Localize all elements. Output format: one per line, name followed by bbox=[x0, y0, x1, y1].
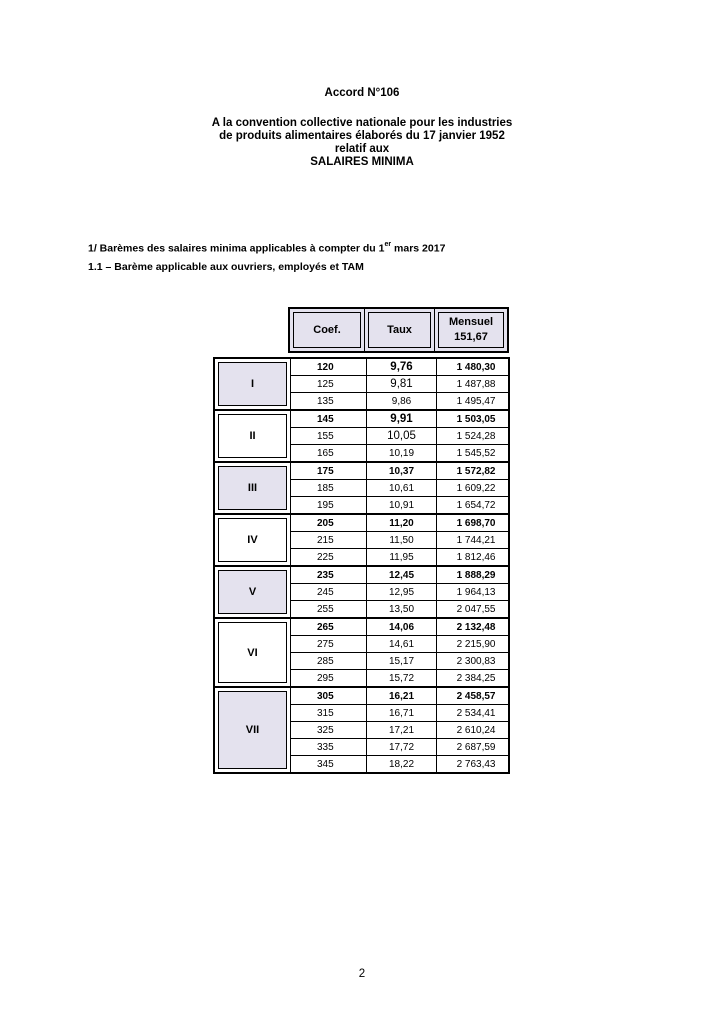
header-mensuel bbox=[435, 308, 509, 352]
header-taux bbox=[365, 308, 435, 352]
group-cell bbox=[214, 618, 291, 687]
coef-cell: 135 bbox=[291, 393, 367, 411]
taux-cell: 9,86 bbox=[367, 393, 437, 411]
coef-cell: 325 bbox=[291, 722, 367, 739]
mensuel-cell: 2 610,24 bbox=[437, 722, 509, 739]
page-number: 2 bbox=[358, 968, 366, 980]
mensuel-cell: 1 698,70 bbox=[437, 514, 509, 532]
taux-cell: 9,91 bbox=[367, 410, 437, 428]
group-cell bbox=[214, 687, 291, 773]
mensuel-cell: 1 487,88 bbox=[437, 376, 509, 393]
taux-cell: 16,21 bbox=[367, 687, 437, 705]
section-1-sup: er bbox=[384, 241, 392, 248]
taux-cell: 14,06 bbox=[367, 618, 437, 636]
mensuel-cell: 2 215,90 bbox=[437, 636, 509, 653]
salary-table bbox=[213, 357, 510, 774]
mensuel-cell: 1 545,52 bbox=[437, 445, 509, 463]
header-line-2: de produits alimentaires élaborés du 17 janvier 1952 bbox=[219, 130, 505, 142]
coef-cell: 295 bbox=[291, 670, 367, 688]
header-mensuel-hours: 151,67 bbox=[454, 331, 488, 343]
group-label: VII bbox=[218, 691, 287, 769]
mensuel-cell: 1 609,22 bbox=[437, 480, 509, 497]
group-cell bbox=[214, 514, 291, 566]
coef-cell: 125 bbox=[291, 376, 367, 393]
coef-cell: 255 bbox=[291, 601, 367, 619]
mensuel-cell: 1 654,72 bbox=[437, 497, 509, 515]
header-line-4: SALAIRES MINIMA bbox=[310, 156, 414, 168]
group-cell bbox=[214, 410, 291, 462]
group-label: II bbox=[218, 414, 287, 458]
coef-cell: 225 bbox=[291, 549, 367, 567]
taux-cell: 16,71 bbox=[367, 705, 437, 722]
group-cell bbox=[214, 358, 291, 410]
coef-cell: 215 bbox=[291, 532, 367, 549]
group-cell bbox=[214, 566, 291, 618]
taux-cell: 15,72 bbox=[367, 670, 437, 688]
coef-cell: 195 bbox=[291, 497, 367, 515]
header-line-3: relatif aux bbox=[334, 143, 390, 155]
coef-cell: 305 bbox=[291, 687, 367, 705]
header-mensuel-label: Mensuel bbox=[448, 316, 493, 328]
mensuel-cell: 2 534,41 bbox=[437, 705, 509, 722]
section-1-heading bbox=[88, 242, 445, 255]
mensuel-cell: 2 047,55 bbox=[437, 601, 509, 619]
section-1-text: 1/ Barèmes des salaires minima applicables à compter du 1 bbox=[88, 242, 385, 255]
taux-cell: 18,22 bbox=[367, 756, 437, 774]
header-taux-label: Taux bbox=[368, 312, 431, 348]
table-row bbox=[214, 462, 509, 480]
coef-cell: 265 bbox=[291, 618, 367, 636]
header-coef-label: Coef. bbox=[293, 312, 361, 348]
mensuel-cell: 2 300,83 bbox=[437, 653, 509, 670]
mensuel-cell: 1 744,21 bbox=[437, 532, 509, 549]
section-1-suffix: mars 2017 bbox=[391, 242, 446, 255]
taux-cell: 15,17 bbox=[367, 653, 437, 670]
mensuel-cell: 2 132,48 bbox=[437, 618, 509, 636]
taux-cell: 13,50 bbox=[367, 601, 437, 619]
mensuel-cell: 2 763,43 bbox=[437, 756, 509, 774]
mensuel-cell: 1 480,30 bbox=[437, 358, 509, 376]
taux-cell: 17,21 bbox=[367, 722, 437, 739]
header-line-1: A la convention collective nationale pour les industries bbox=[211, 117, 513, 129]
taux-cell: 10,19 bbox=[367, 445, 437, 463]
header-coef bbox=[289, 308, 365, 352]
taux-cell: 10,05 bbox=[367, 428, 437, 445]
taux-cell: 14,61 bbox=[367, 636, 437, 653]
coef-cell: 335 bbox=[291, 739, 367, 756]
taux-cell: 10,61 bbox=[367, 480, 437, 497]
taux-cell: 12,95 bbox=[367, 584, 437, 601]
coef-cell: 315 bbox=[291, 705, 367, 722]
taux-cell: 9,81 bbox=[367, 376, 437, 393]
coef-cell: 245 bbox=[291, 584, 367, 601]
mensuel-cell: 2 458,57 bbox=[437, 687, 509, 705]
coef-cell: 165 bbox=[291, 445, 367, 463]
table-row bbox=[214, 410, 509, 428]
mensuel-cell: 1 812,46 bbox=[437, 549, 509, 567]
mensuel-cell: 2 384,25 bbox=[437, 670, 509, 688]
table-row bbox=[214, 618, 509, 636]
mensuel-cell: 1 572,82 bbox=[437, 462, 509, 480]
coef-cell: 185 bbox=[291, 480, 367, 497]
table-row bbox=[214, 358, 509, 376]
section-1-1-heading: 1.1 – Barème applicable aux ouvriers, employés et TAM bbox=[88, 261, 364, 273]
mensuel-cell: 2 687,59 bbox=[437, 739, 509, 756]
coef-cell: 235 bbox=[291, 566, 367, 584]
group-label: III bbox=[218, 466, 287, 510]
taux-cell: 11,95 bbox=[367, 549, 437, 567]
coef-cell: 345 bbox=[291, 756, 367, 774]
mensuel-cell: 1 503,05 bbox=[437, 410, 509, 428]
taux-cell: 11,50 bbox=[367, 532, 437, 549]
table-row bbox=[214, 514, 509, 532]
group-label: IV bbox=[218, 518, 287, 562]
taux-cell: 10,37 bbox=[367, 462, 437, 480]
mensuel-cell: 1 964,13 bbox=[437, 584, 509, 601]
taux-cell: 17,72 bbox=[367, 739, 437, 756]
coef-cell: 275 bbox=[291, 636, 367, 653]
coef-cell: 155 bbox=[291, 428, 367, 445]
document-title: Accord N°106 bbox=[324, 87, 400, 99]
coef-cell: 175 bbox=[291, 462, 367, 480]
taux-cell: 11,20 bbox=[367, 514, 437, 532]
salary-table-header bbox=[288, 307, 509, 353]
group-label: I bbox=[218, 362, 287, 406]
coef-cell: 205 bbox=[291, 514, 367, 532]
group-label: VI bbox=[218, 622, 287, 683]
table-row bbox=[214, 687, 509, 705]
group-label: V bbox=[218, 570, 287, 614]
taux-cell: 12,45 bbox=[367, 566, 437, 584]
mensuel-cell: 1 888,29 bbox=[437, 566, 509, 584]
mensuel-cell: 1 495,47 bbox=[437, 393, 509, 411]
table-row bbox=[214, 566, 509, 584]
group-cell bbox=[214, 462, 291, 514]
mensuel-cell: 1 524,28 bbox=[437, 428, 509, 445]
coef-cell: 285 bbox=[291, 653, 367, 670]
coef-cell: 145 bbox=[291, 410, 367, 428]
taux-cell: 10,91 bbox=[367, 497, 437, 515]
coef-cell: 120 bbox=[291, 358, 367, 376]
taux-cell: 9,76 bbox=[367, 358, 437, 376]
